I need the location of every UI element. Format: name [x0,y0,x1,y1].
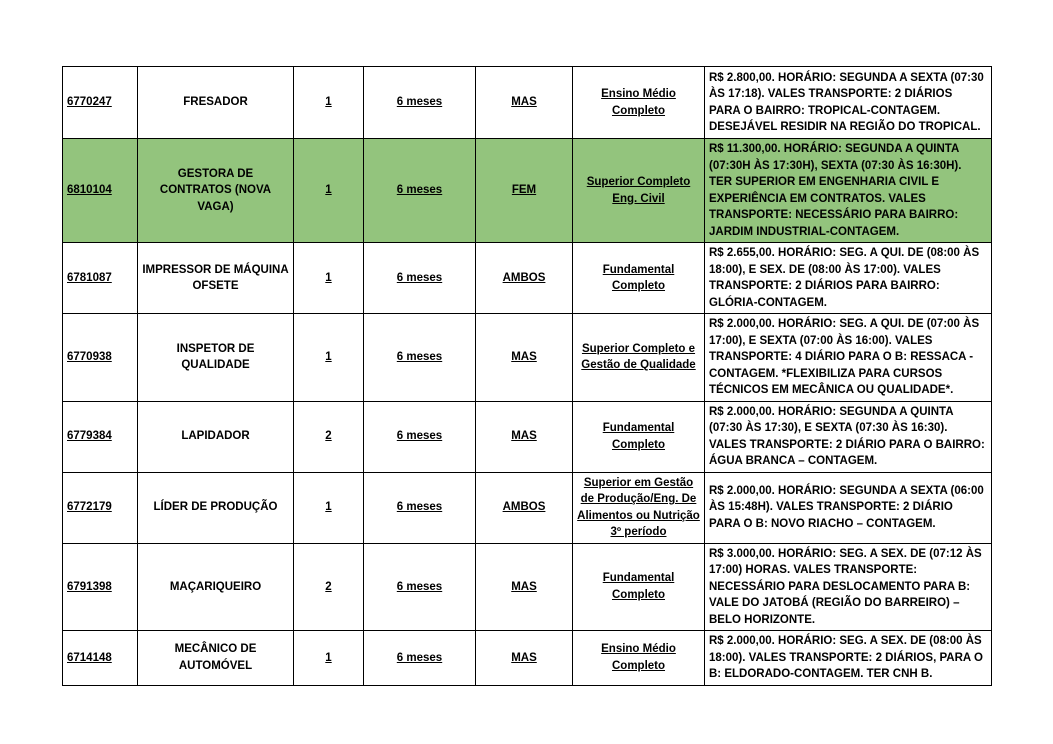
job-description: R$ 2.655,00. HORÁRIO: SEG. A QUI. DE (08:00 ÀS 18:00), E SEX. DE (08:00 ÀS 17:00). VALES TRANSPORTE: 2 DIÁRIOS PARA BAIRRO: GLÓRIA-CONTAGEM. [705,243,992,314]
job-code[interactable]: 6714148 [63,631,138,686]
job-title: MAÇARIQUEIRO [138,543,294,631]
job-title: GESTORA DE CONTRATOS (NOVA VAGA) [138,139,294,243]
job-sex: MAS [476,543,573,631]
job-code[interactable]: 6772179 [63,472,138,543]
job-term: 6 meses [364,543,476,631]
job-quantity: 2 [294,543,364,631]
job-title: MECÂNICO DE AUTOMÓVEL [138,631,294,686]
job-code[interactable]: 6779384 [63,401,138,472]
job-term: 6 meses [364,67,476,139]
job-quantity: 1 [294,631,364,686]
job-term: 6 meses [364,401,476,472]
job-quantity: 1 [294,314,364,402]
table-row [63,401,992,472]
job-description: R$ 11.300,00. HORÁRIO: SEGUNDA A QUINTA (07:30H ÀS 17:30H), SEXTA (07:30 ÀS 16:30H). TER SUPERIOR EM ENGENHARIA CIVIL E EXPERIÊNCIA EM CONTRATOS. VALES TRANSPORTE: NECESSÁRIO PARA BAIRRO: JARDIM INDUSTRIAL-CONTAGEM. [705,139,992,243]
job-title: IMPRESSOR DE MÁQUINA OFSETE [138,243,294,314]
job-sex: MAS [476,314,573,402]
table-row [63,243,992,314]
job-quantity: 1 [294,139,364,243]
job-sex: FEM [476,139,573,243]
job-quantity: 1 [294,67,364,139]
job-title: LÍDER DE PRODUÇÃO [138,472,294,543]
job-quantity: 2 [294,401,364,472]
table-row [63,472,992,543]
table-row [63,543,992,631]
job-sex: AMBOS [476,472,573,543]
job-code[interactable]: 6781087 [63,243,138,314]
job-education: Fundamental Completo [573,401,705,472]
table-row [63,67,992,139]
job-quantity: 1 [294,243,364,314]
job-description: R$ 2.000,00. HORÁRIO: SEG. A QUI. DE (07:00 ÀS 17:00), E SEXTA (07:00 ÀS 16:00). VALES TRANSPORTE: 4 DIÁRIO PARA O B: RESSACA - CONTAGEM. *FLEXIBILIZA PARA CURSOS TÉCNICOS EM MECÂNICA OU QUALIDADE*. [705,314,992,402]
job-sex: MAS [476,631,573,686]
job-education: Superior em Gestão de Produção/Eng. De Alimentos ou Nutrição 3º período [573,472,705,543]
job-education: Superior Completo Eng. Civil [573,139,705,243]
job-education: Superior Completo e Gestão de Qualidade [573,314,705,402]
job-description: R$ 2.000,00. HORÁRIO: SEGUNDA A QUINTA (07:30 ÀS 17:30), E SEXTA (07:30 ÀS 16:30). VALES TRANSPORTE: 2 DIÁRIO PARA O BAIRRO: ÁGUA BRANCA – CONTAGEM. [705,401,992,472]
job-title: LAPIDADOR [138,401,294,472]
job-code[interactable]: 6770247 [63,67,138,139]
job-term: 6 meses [364,631,476,686]
job-term: 6 meses [364,314,476,402]
table-row [63,314,992,402]
job-code[interactable]: 6791398 [63,543,138,631]
job-sex: MAS [476,401,573,472]
job-education: Fundamental Completo [573,543,705,631]
job-title: FRESADOR [138,67,294,139]
job-title: INSPETOR DE QUALIDADE [138,314,294,402]
job-listings-body [63,67,992,686]
job-description: R$ 2.000,00. HORÁRIO: SEG. A SEX. DE (08:00 ÀS 18:00). VALES TRANSPORTE: 2 DIÁRIOS, PARA O B: ELDORADO-CONTAGEM. TER CNH B. [705,631,992,686]
job-term: 6 meses [364,139,476,243]
job-term: 6 meses [364,243,476,314]
job-listings-table [62,66,992,686]
job-code[interactable]: 6770938 [63,314,138,402]
table-row [63,139,992,243]
job-sex: AMBOS [476,243,573,314]
job-description: R$ 3.000,00. HORÁRIO: SEG. A SEX. DE (07:12 ÀS 17:00) HORAS. VALES TRANSPORTE: NECESSÁRIO PARA DESLOCAMENTO PARA B: VALE DO JATOBÁ (REGIÃO DO BARREIRO) – BELO HORIZONTE. [705,543,992,631]
job-quantity: 1 [294,472,364,543]
job-sex: MAS [476,67,573,139]
job-code[interactable]: 6810104 [63,139,138,243]
job-education: Fundamental Completo [573,243,705,314]
job-description: R$ 2.000,00. HORÁRIO: SEGUNDA A SEXTA (06:00 ÀS 15:48H). VALES TRANSPORTE: 2 DIÁRIO PARA O B: NOVO RIACHO – CONTAGEM. [705,472,992,543]
job-description: R$ 2.800,00. HORÁRIO: SEGUNDA A SEXTA (07:30 ÀS 17:18). VALES TRANSPORTE: 2 DIÁRIOS PARA O BAIRRO: TROPICAL-CONTAGEM. DESEJÁVEL RESIDIR NA REGIÃO DO TROPICAL. [705,67,992,139]
job-education: Ensino Médio Completo [573,67,705,139]
job-term: 6 meses [364,472,476,543]
table-row [63,631,992,686]
job-education: Ensino Médio Completo [573,631,705,686]
